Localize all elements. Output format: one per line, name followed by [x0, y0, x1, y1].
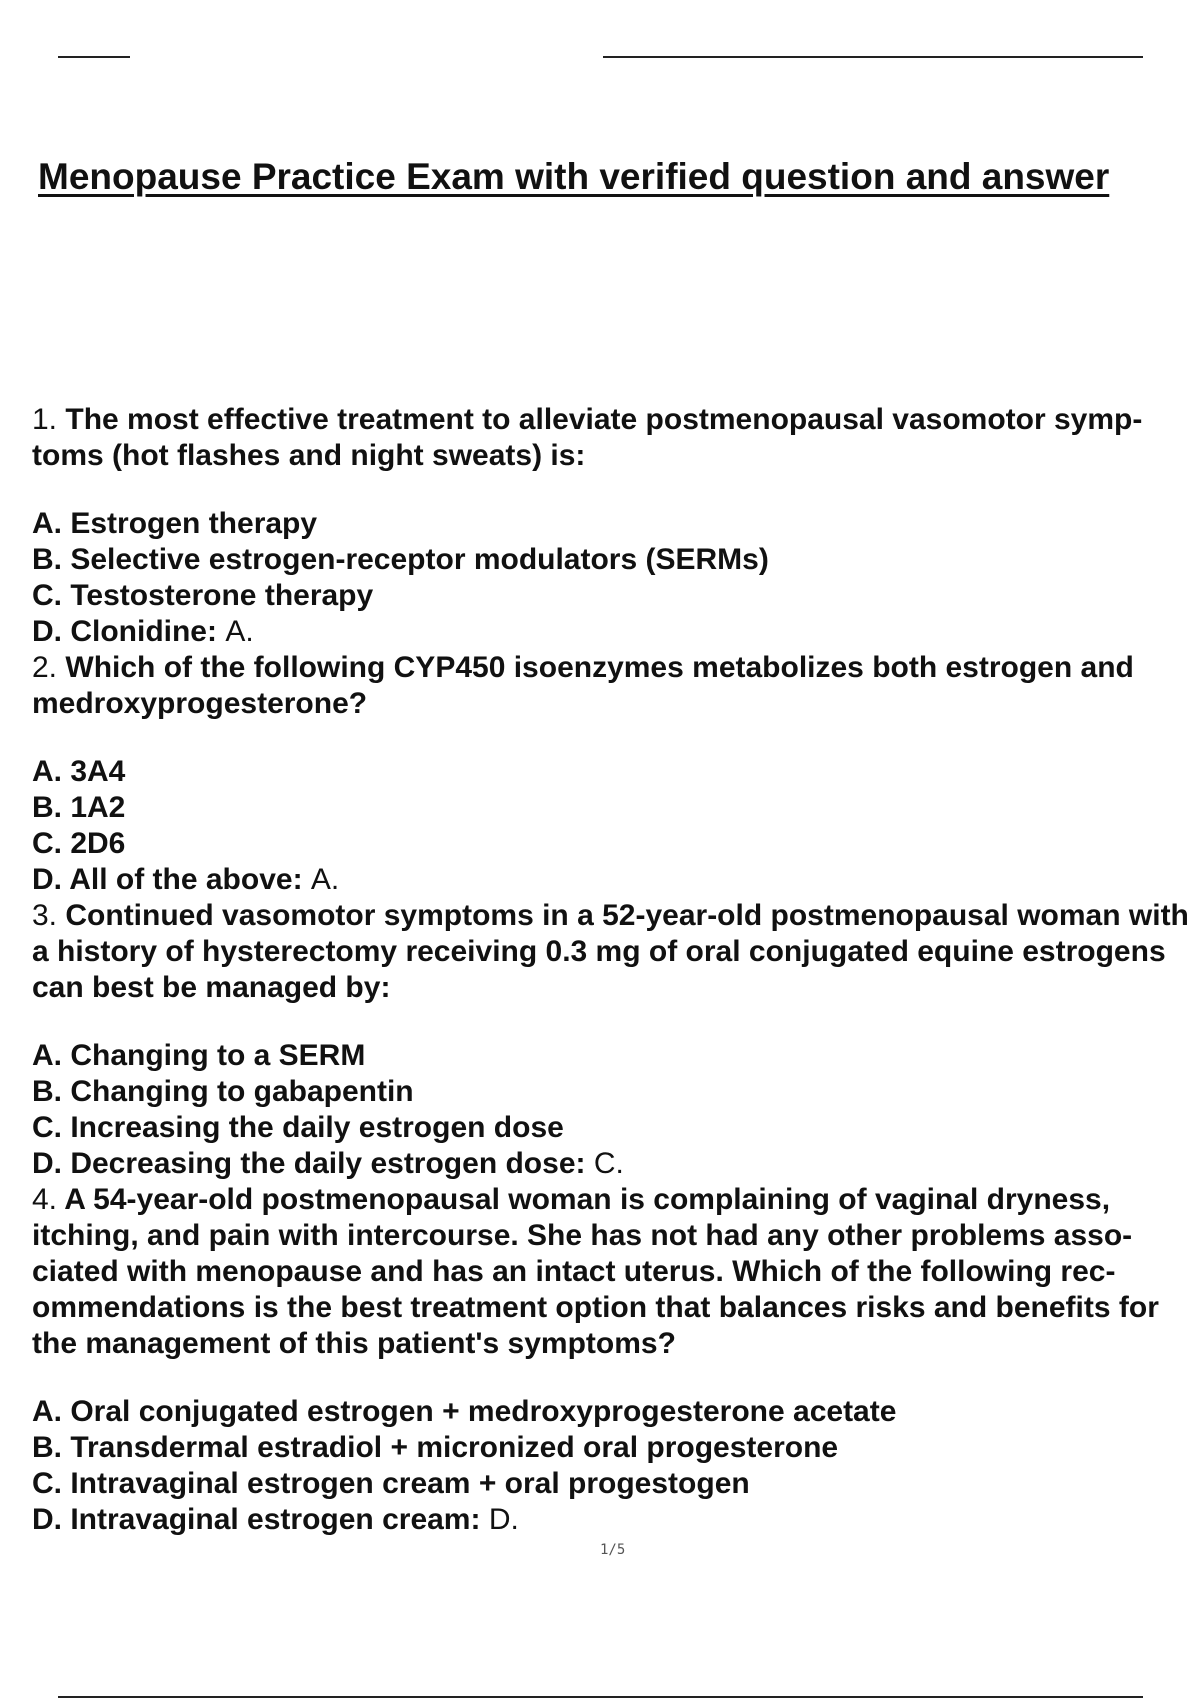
option-d: [32, 1146, 1198, 1182]
question-body: The most effective treatment to alleviate postmenopausal vasomotor symp-toms (hot flashes and night sweats) is:: [32, 403, 1143, 472]
question-body: Continued vasomotor symptoms in a 52-year-old postmenopausal woman with a history of hysterectomy receiving 0.3 mg of oral conjugated equine estrogens can best be managed by:: [32, 899, 1189, 1004]
question-number: 1.: [32, 403, 58, 436]
question-number: 4.: [32, 1183, 58, 1216]
answer-key: C.: [593, 1147, 624, 1180]
document-title: Menopause Practice Exam with verified question and answer: [38, 156, 1110, 197]
page-number: 1/5: [600, 1542, 626, 1558]
option-c: C. Increasing the daily estrogen dose: [32, 1111, 564, 1144]
option-b: B. Transdermal estradiol + micronized oral progesterone: [32, 1431, 839, 1464]
option-b: B. 1A2: [32, 791, 126, 824]
option-d-text: D. Clonidine:: [32, 615, 217, 648]
header-rule-right: [603, 56, 1143, 58]
option-list: [32, 1038, 1198, 1182]
option-c: C. 2D6: [32, 827, 126, 860]
answer-key: A.: [225, 615, 254, 648]
option-d: [32, 862, 1198, 898]
answer-key: A.: [310, 863, 340, 896]
option-list: [32, 754, 1198, 898]
option-d: [32, 1502, 1198, 1538]
option-list: [32, 506, 1198, 650]
question-list: [32, 402, 1198, 1538]
option-list: [32, 1394, 1198, 1538]
answer-key: D.: [488, 1503, 519, 1536]
question-text: [32, 1182, 1198, 1362]
footer-rule: [58, 1696, 1143, 1698]
question-2: [32, 650, 1198, 898]
question-body: Which of the following CYP450 isoenzymes metabolizes both estrogen and medroxyprogesterone?: [32, 651, 1134, 720]
option-c: C. Testosterone therapy: [32, 579, 374, 612]
option-d-text: D. All of the above:: [32, 863, 303, 896]
question-text: [32, 898, 1198, 1006]
option-a: A. Estrogen therapy: [32, 507, 318, 540]
question-text: [32, 650, 1198, 722]
question-number: 2.: [32, 651, 58, 684]
header-rule-left: [58, 56, 130, 58]
option-a: A. 3A4: [32, 755, 126, 788]
question-number: 3.: [32, 899, 58, 932]
option-a: A. Oral conjugated estrogen + medroxyprogesterone acetate: [32, 1395, 897, 1428]
option-b: B. Selective estrogen-receptor modulators (SERMs): [32, 543, 769, 576]
option-b: B. Changing to gabapentin: [32, 1075, 414, 1108]
question-body: A 54-year-old postmenopausal woman is complaining of vaginal dryness, itching, and pain with intercourse. She has not had any other problems asso-ciated with menopause and has an intact uterus. Which of the following rec-ommendations is the best treatment option that balances risks and benefits for the management of this patient's symptoms?: [32, 1183, 1159, 1360]
option-c: C. Intravaginal estrogen cream + oral progestogen: [32, 1467, 750, 1500]
option-d-text: D. Intravaginal estrogen cream:: [32, 1503, 481, 1536]
option-a: A. Changing to a SERM: [32, 1039, 366, 1072]
option-d-text: D. Decreasing the daily estrogen dose:: [32, 1147, 586, 1180]
question-4: [32, 1182, 1198, 1538]
question-text: [32, 402, 1198, 474]
question-3: [32, 898, 1198, 1182]
option-d: [32, 614, 1198, 650]
question-1: [32, 402, 1198, 650]
